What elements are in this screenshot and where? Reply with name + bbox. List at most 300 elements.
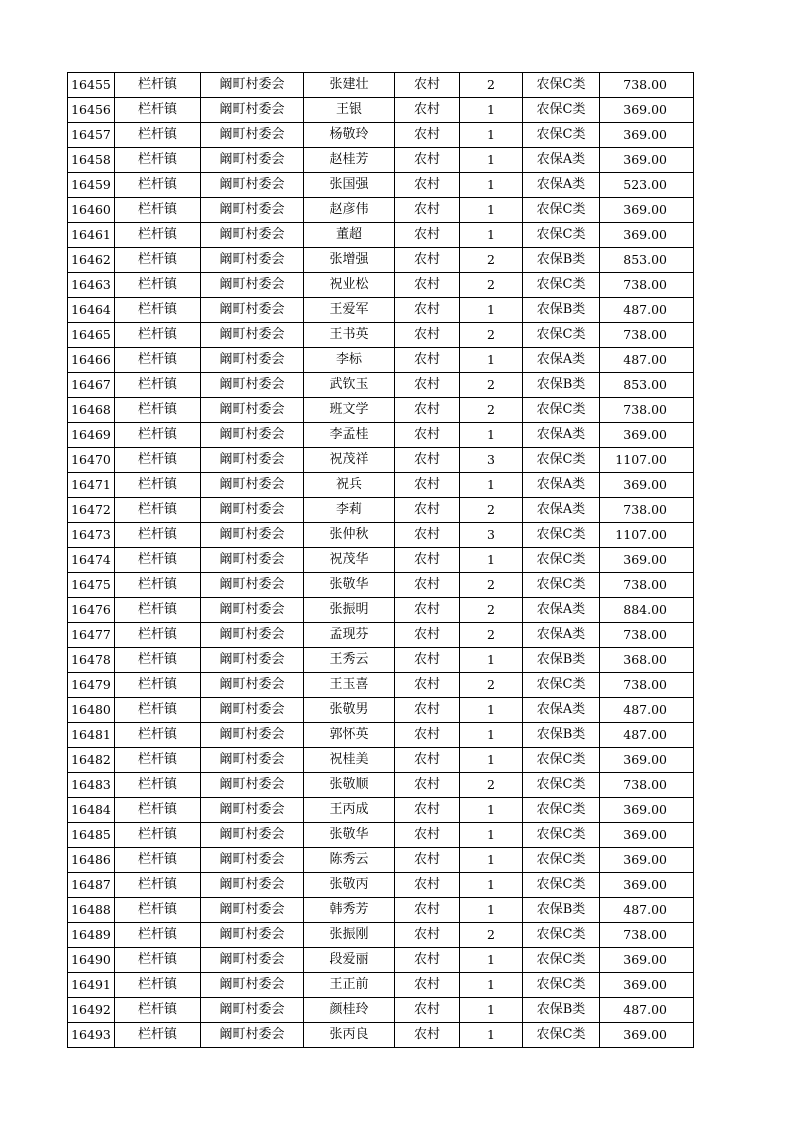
cell-count: 1 <box>460 223 523 248</box>
cell-name: 李孟桂 <box>304 423 395 448</box>
cell-id: 16481 <box>68 723 115 748</box>
cell-type: 农保C类 <box>523 1023 600 1048</box>
cell-name: 张仲秋 <box>304 523 395 548</box>
cell-count: 1 <box>460 823 523 848</box>
cell-id: 16483 <box>68 773 115 798</box>
cell-id: 16485 <box>68 823 115 848</box>
cell-town: 栏杆镇 <box>115 173 201 198</box>
cell-name: 段爱丽 <box>304 948 395 973</box>
cell-area: 农村 <box>395 998 460 1023</box>
cell-area: 农村 <box>395 598 460 623</box>
cell-name: 王书英 <box>304 323 395 348</box>
cell-count: 1 <box>460 948 523 973</box>
cell-town: 栏杆镇 <box>115 348 201 373</box>
cell-amount: 369.00 <box>600 148 694 173</box>
cell-name: 王丙成 <box>304 798 395 823</box>
cell-area: 农村 <box>395 948 460 973</box>
table-row <box>68 373 694 398</box>
cell-count: 1 <box>460 173 523 198</box>
cell-count: 1 <box>460 298 523 323</box>
cell-count: 1 <box>460 748 523 773</box>
cell-count: 2 <box>460 923 523 948</box>
cell-count: 2 <box>460 673 523 698</box>
cell-area: 农村 <box>395 923 460 948</box>
cell-amount: 369.00 <box>600 873 694 898</box>
cell-amount: 738.00 <box>600 573 694 598</box>
cell-town: 栏杆镇 <box>115 323 201 348</box>
cell-village: 阚町村委会 <box>201 1023 304 1048</box>
cell-town: 栏杆镇 <box>115 148 201 173</box>
cell-amount: 738.00 <box>600 323 694 348</box>
cell-count: 1 <box>460 148 523 173</box>
cell-name: 张敬华 <box>304 823 395 848</box>
cell-type: 农保A类 <box>523 473 600 498</box>
cell-amount: 369.00 <box>600 948 694 973</box>
cell-area: 农村 <box>395 798 460 823</box>
cell-name: 张敬丙 <box>304 873 395 898</box>
table-row <box>68 148 694 173</box>
cell-name: 张国强 <box>304 173 395 198</box>
table-row <box>68 998 694 1023</box>
cell-village: 阚町村委会 <box>201 323 304 348</box>
cell-amount: 369.00 <box>600 98 694 123</box>
cell-area: 农村 <box>395 748 460 773</box>
cell-amount: 738.00 <box>600 923 694 948</box>
cell-count: 1 <box>460 898 523 923</box>
cell-area: 农村 <box>395 898 460 923</box>
table-row <box>68 198 694 223</box>
cell-type: 农保C类 <box>523 848 600 873</box>
cell-count: 2 <box>460 573 523 598</box>
cell-count: 2 <box>460 623 523 648</box>
cell-type: 农保A类 <box>523 173 600 198</box>
cell-village: 阚町村委会 <box>201 223 304 248</box>
cell-count: 2 <box>460 373 523 398</box>
cell-town: 栏杆镇 <box>115 623 201 648</box>
cell-town: 栏杆镇 <box>115 723 201 748</box>
cell-name: 张振明 <box>304 598 395 623</box>
cell-count: 1 <box>460 798 523 823</box>
cell-id: 16474 <box>68 548 115 573</box>
cell-town: 栏杆镇 <box>115 998 201 1023</box>
table-row <box>68 598 694 623</box>
cell-area: 农村 <box>395 223 460 248</box>
cell-count: 1 <box>460 998 523 1023</box>
cell-id: 16470 <box>68 448 115 473</box>
cell-name: 祝业松 <box>304 273 395 298</box>
cell-town: 栏杆镇 <box>115 448 201 473</box>
table-row <box>68 323 694 348</box>
cell-id: 16487 <box>68 873 115 898</box>
cell-village: 阚町村委会 <box>201 423 304 448</box>
cell-count: 2 <box>460 323 523 348</box>
cell-count: 1 <box>460 348 523 373</box>
cell-village: 阚町村委会 <box>201 173 304 198</box>
cell-id: 16475 <box>68 573 115 598</box>
table-row <box>68 923 694 948</box>
cell-id: 16461 <box>68 223 115 248</box>
table-row <box>68 873 694 898</box>
cell-type: 农保A类 <box>523 148 600 173</box>
cell-name: 祝兵 <box>304 473 395 498</box>
cell-town: 栏杆镇 <box>115 73 201 98</box>
cell-amount: 369.00 <box>600 473 694 498</box>
table-row <box>68 898 694 923</box>
cell-area: 农村 <box>395 298 460 323</box>
cell-amount: 487.00 <box>600 898 694 923</box>
cell-type: 农保B类 <box>523 373 600 398</box>
table-row <box>68 398 694 423</box>
cell-amount: 523.00 <box>600 173 694 198</box>
cell-name: 王正前 <box>304 973 395 998</box>
cell-town: 栏杆镇 <box>115 423 201 448</box>
cell-count: 1 <box>460 873 523 898</box>
cell-name: 董超 <box>304 223 395 248</box>
cell-town: 栏杆镇 <box>115 573 201 598</box>
cell-type: 农保C类 <box>523 573 600 598</box>
cell-area: 农村 <box>395 348 460 373</box>
cell-id: 16468 <box>68 398 115 423</box>
cell-count: 1 <box>460 198 523 223</box>
cell-type: 农保C类 <box>523 548 600 573</box>
table-row <box>68 1023 694 1048</box>
cell-area: 农村 <box>395 123 460 148</box>
cell-type: 农保A类 <box>523 423 600 448</box>
cell-id: 16463 <box>68 273 115 298</box>
table-row <box>68 823 694 848</box>
cell-town: 栏杆镇 <box>115 798 201 823</box>
cell-type: 农保C类 <box>523 73 600 98</box>
table-row <box>68 748 694 773</box>
cell-area: 农村 <box>395 873 460 898</box>
cell-id: 16467 <box>68 373 115 398</box>
cell-count: 1 <box>460 423 523 448</box>
table-row <box>68 798 694 823</box>
cell-id: 16477 <box>68 623 115 648</box>
cell-area: 农村 <box>395 523 460 548</box>
cell-id: 16482 <box>68 748 115 773</box>
cell-town: 栏杆镇 <box>115 948 201 973</box>
cell-village: 阚町村委会 <box>201 273 304 298</box>
cell-area: 农村 <box>395 648 460 673</box>
cell-type: 农保C类 <box>523 98 600 123</box>
cell-name: 张建壮 <box>304 73 395 98</box>
cell-area: 农村 <box>395 323 460 348</box>
cell-count: 1 <box>460 698 523 723</box>
cell-village: 阚町村委会 <box>201 823 304 848</box>
cell-amount: 369.00 <box>600 848 694 873</box>
cell-amount: 369.00 <box>600 1023 694 1048</box>
cell-amount: 738.00 <box>600 623 694 648</box>
cell-count: 1 <box>460 548 523 573</box>
cell-name: 班文学 <box>304 398 395 423</box>
cell-name: 祝茂祥 <box>304 448 395 473</box>
cell-amount: 369.00 <box>600 798 694 823</box>
cell-count: 3 <box>460 448 523 473</box>
cell-id: 16466 <box>68 348 115 373</box>
cell-id: 16473 <box>68 523 115 548</box>
table-row <box>68 723 694 748</box>
cell-type: 农保C类 <box>523 923 600 948</box>
cell-name: 李莉 <box>304 498 395 523</box>
cell-type: 农保C类 <box>523 798 600 823</box>
cell-type: 农保B类 <box>523 298 600 323</box>
cell-amount: 738.00 <box>600 673 694 698</box>
cell-count: 1 <box>460 473 523 498</box>
cell-name: 祝桂美 <box>304 748 395 773</box>
cell-type: 农保B类 <box>523 248 600 273</box>
cell-name: 张敬华 <box>304 573 395 598</box>
table-row <box>68 523 694 548</box>
cell-town: 栏杆镇 <box>115 898 201 923</box>
cell-area: 农村 <box>395 373 460 398</box>
cell-type: 农保A类 <box>523 698 600 723</box>
cell-amount: 884.00 <box>600 598 694 623</box>
cell-town: 栏杆镇 <box>115 198 201 223</box>
cell-town: 栏杆镇 <box>115 673 201 698</box>
cell-type: 农保B类 <box>523 898 600 923</box>
cell-amount: 853.00 <box>600 248 694 273</box>
cell-town: 栏杆镇 <box>115 498 201 523</box>
cell-type: 农保C类 <box>523 123 600 148</box>
table-row <box>68 623 694 648</box>
cell-id: 16456 <box>68 98 115 123</box>
table-row <box>68 273 694 298</box>
cell-name: 韩秀芳 <box>304 898 395 923</box>
cell-village: 阚町村委会 <box>201 98 304 123</box>
cell-id: 16464 <box>68 298 115 323</box>
cell-id: 16460 <box>68 198 115 223</box>
cell-type: 农保C类 <box>523 323 600 348</box>
cell-village: 阚町村委会 <box>201 848 304 873</box>
cell-type: 农保C类 <box>523 448 600 473</box>
cell-count: 1 <box>460 723 523 748</box>
cell-id: 16479 <box>68 673 115 698</box>
cell-type: 农保C类 <box>523 873 600 898</box>
cell-town: 栏杆镇 <box>115 273 201 298</box>
cell-village: 阚町村委会 <box>201 623 304 648</box>
table-row <box>68 973 694 998</box>
cell-area: 农村 <box>395 98 460 123</box>
cell-amount: 487.00 <box>600 723 694 748</box>
cell-type: 农保B类 <box>523 998 600 1023</box>
cell-type: 农保C类 <box>523 398 600 423</box>
cell-amount: 369.00 <box>600 973 694 998</box>
cell-village: 阚町村委会 <box>201 548 304 573</box>
cell-id: 16489 <box>68 923 115 948</box>
cell-area: 农村 <box>395 273 460 298</box>
cell-town: 栏杆镇 <box>115 598 201 623</box>
cell-area: 农村 <box>395 773 460 798</box>
cell-village: 阚町村委会 <box>201 148 304 173</box>
cell-id: 16459 <box>68 173 115 198</box>
cell-count: 1 <box>460 648 523 673</box>
cell-id: 16462 <box>68 248 115 273</box>
cell-area: 农村 <box>395 198 460 223</box>
cell-amount: 369.00 <box>600 123 694 148</box>
cell-type: 农保C类 <box>523 773 600 798</box>
cell-amount: 369.00 <box>600 223 694 248</box>
cell-name: 杨敬玲 <box>304 123 395 148</box>
cell-id: 16478 <box>68 648 115 673</box>
cell-count: 1 <box>460 848 523 873</box>
table-row <box>68 498 694 523</box>
cell-id: 16488 <box>68 898 115 923</box>
cell-count: 2 <box>460 73 523 98</box>
cell-type: 农保C类 <box>523 223 600 248</box>
cell-town: 栏杆镇 <box>115 373 201 398</box>
cell-type: 农保C类 <box>523 823 600 848</box>
cell-town: 栏杆镇 <box>115 848 201 873</box>
cell-village: 阚町村委会 <box>201 523 304 548</box>
cell-type: 农保C类 <box>523 273 600 298</box>
cell-amount: 369.00 <box>600 548 694 573</box>
cell-type: 农保C类 <box>523 948 600 973</box>
cell-town: 栏杆镇 <box>115 398 201 423</box>
table-body <box>68 73 694 1048</box>
cell-town: 栏杆镇 <box>115 973 201 998</box>
cell-area: 农村 <box>395 398 460 423</box>
cell-type: 农保A类 <box>523 348 600 373</box>
cell-town: 栏杆镇 <box>115 223 201 248</box>
cell-area: 农村 <box>395 423 460 448</box>
cell-name: 陈秀云 <box>304 848 395 873</box>
cell-count: 1 <box>460 98 523 123</box>
cell-name: 武钦玉 <box>304 373 395 398</box>
table-row <box>68 123 694 148</box>
cell-type: 农保C类 <box>523 748 600 773</box>
cell-amount: 738.00 <box>600 273 694 298</box>
table-row <box>68 548 694 573</box>
cell-village: 阚町村委会 <box>201 973 304 998</box>
cell-town: 栏杆镇 <box>115 823 201 848</box>
cell-name: 王秀云 <box>304 648 395 673</box>
cell-area: 农村 <box>395 1023 460 1048</box>
cell-area: 农村 <box>395 473 460 498</box>
cell-count: 2 <box>460 248 523 273</box>
cell-amount: 738.00 <box>600 498 694 523</box>
cell-name: 郭怀英 <box>304 723 395 748</box>
cell-id: 16486 <box>68 848 115 873</box>
cell-area: 农村 <box>395 548 460 573</box>
cell-type: 农保C类 <box>523 198 600 223</box>
cell-id: 16491 <box>68 973 115 998</box>
cell-count: 2 <box>460 773 523 798</box>
table-row <box>68 448 694 473</box>
cell-town: 栏杆镇 <box>115 98 201 123</box>
cell-name: 张振刚 <box>304 923 395 948</box>
cell-name: 张敬男 <box>304 698 395 723</box>
cell-id: 16490 <box>68 948 115 973</box>
cell-amount: 369.00 <box>600 198 694 223</box>
cell-village: 阚町村委会 <box>201 673 304 698</box>
table-row <box>68 573 694 598</box>
cell-amount: 1107.00 <box>600 448 694 473</box>
cell-id: 16471 <box>68 473 115 498</box>
cell-amount: 487.00 <box>600 698 694 723</box>
table-row <box>68 698 694 723</box>
cell-village: 阚町村委会 <box>201 598 304 623</box>
cell-type: 农保A类 <box>523 598 600 623</box>
cell-town: 栏杆镇 <box>115 523 201 548</box>
table-row <box>68 248 694 273</box>
cell-village: 阚町村委会 <box>201 923 304 948</box>
cell-id: 16492 <box>68 998 115 1023</box>
cell-name: 颜桂玲 <box>304 998 395 1023</box>
cell-village: 阚町村委会 <box>201 373 304 398</box>
cell-area: 农村 <box>395 173 460 198</box>
cell-amount: 487.00 <box>600 298 694 323</box>
cell-village: 阚町村委会 <box>201 473 304 498</box>
cell-village: 阚町村委会 <box>201 348 304 373</box>
cell-count: 2 <box>460 498 523 523</box>
cell-type: 农保C类 <box>523 523 600 548</box>
cell-area: 农村 <box>395 823 460 848</box>
table-row <box>68 423 694 448</box>
cell-town: 栏杆镇 <box>115 648 201 673</box>
cell-id: 16457 <box>68 123 115 148</box>
cell-town: 栏杆镇 <box>115 873 201 898</box>
cell-name: 王银 <box>304 98 395 123</box>
table-row <box>68 73 694 98</box>
cell-area: 农村 <box>395 573 460 598</box>
cell-town: 栏杆镇 <box>115 298 201 323</box>
cell-count: 1 <box>460 123 523 148</box>
cell-count: 2 <box>460 598 523 623</box>
cell-town: 栏杆镇 <box>115 123 201 148</box>
table-row <box>68 223 694 248</box>
cell-village: 阚町村委会 <box>201 448 304 473</box>
cell-village: 阚町村委会 <box>201 748 304 773</box>
table-row <box>68 98 694 123</box>
cell-town: 栏杆镇 <box>115 698 201 723</box>
table-row <box>68 298 694 323</box>
cell-area: 农村 <box>395 698 460 723</box>
cell-town: 栏杆镇 <box>115 248 201 273</box>
cell-name: 赵桂芳 <box>304 148 395 173</box>
cell-village: 阚町村委会 <box>201 248 304 273</box>
cell-id: 16484 <box>68 798 115 823</box>
cell-count: 2 <box>460 398 523 423</box>
cell-amount: 1107.00 <box>600 523 694 548</box>
cell-village: 阚町村委会 <box>201 773 304 798</box>
cell-name: 李标 <box>304 348 395 373</box>
cell-amount: 369.00 <box>600 823 694 848</box>
cell-village: 阚町村委会 <box>201 898 304 923</box>
cell-type: 农保C类 <box>523 973 600 998</box>
cell-type: 农保A类 <box>523 498 600 523</box>
table-row <box>68 948 694 973</box>
cell-area: 农村 <box>395 248 460 273</box>
cell-amount: 369.00 <box>600 423 694 448</box>
cell-town: 栏杆镇 <box>115 923 201 948</box>
cell-name: 张增强 <box>304 248 395 273</box>
cell-village: 阚町村委会 <box>201 798 304 823</box>
cell-id: 16458 <box>68 148 115 173</box>
cell-village: 阚町村委会 <box>201 573 304 598</box>
cell-name: 赵彦伟 <box>304 198 395 223</box>
cell-count: 1 <box>460 973 523 998</box>
cell-village: 阚町村委会 <box>201 298 304 323</box>
cell-village: 阚町村委会 <box>201 123 304 148</box>
cell-area: 农村 <box>395 723 460 748</box>
cell-count: 3 <box>460 523 523 548</box>
cell-village: 阚町村委会 <box>201 398 304 423</box>
cell-name: 王玉喜 <box>304 673 395 698</box>
cell-village: 阚町村委会 <box>201 698 304 723</box>
table-row <box>68 848 694 873</box>
cell-area: 农村 <box>395 73 460 98</box>
